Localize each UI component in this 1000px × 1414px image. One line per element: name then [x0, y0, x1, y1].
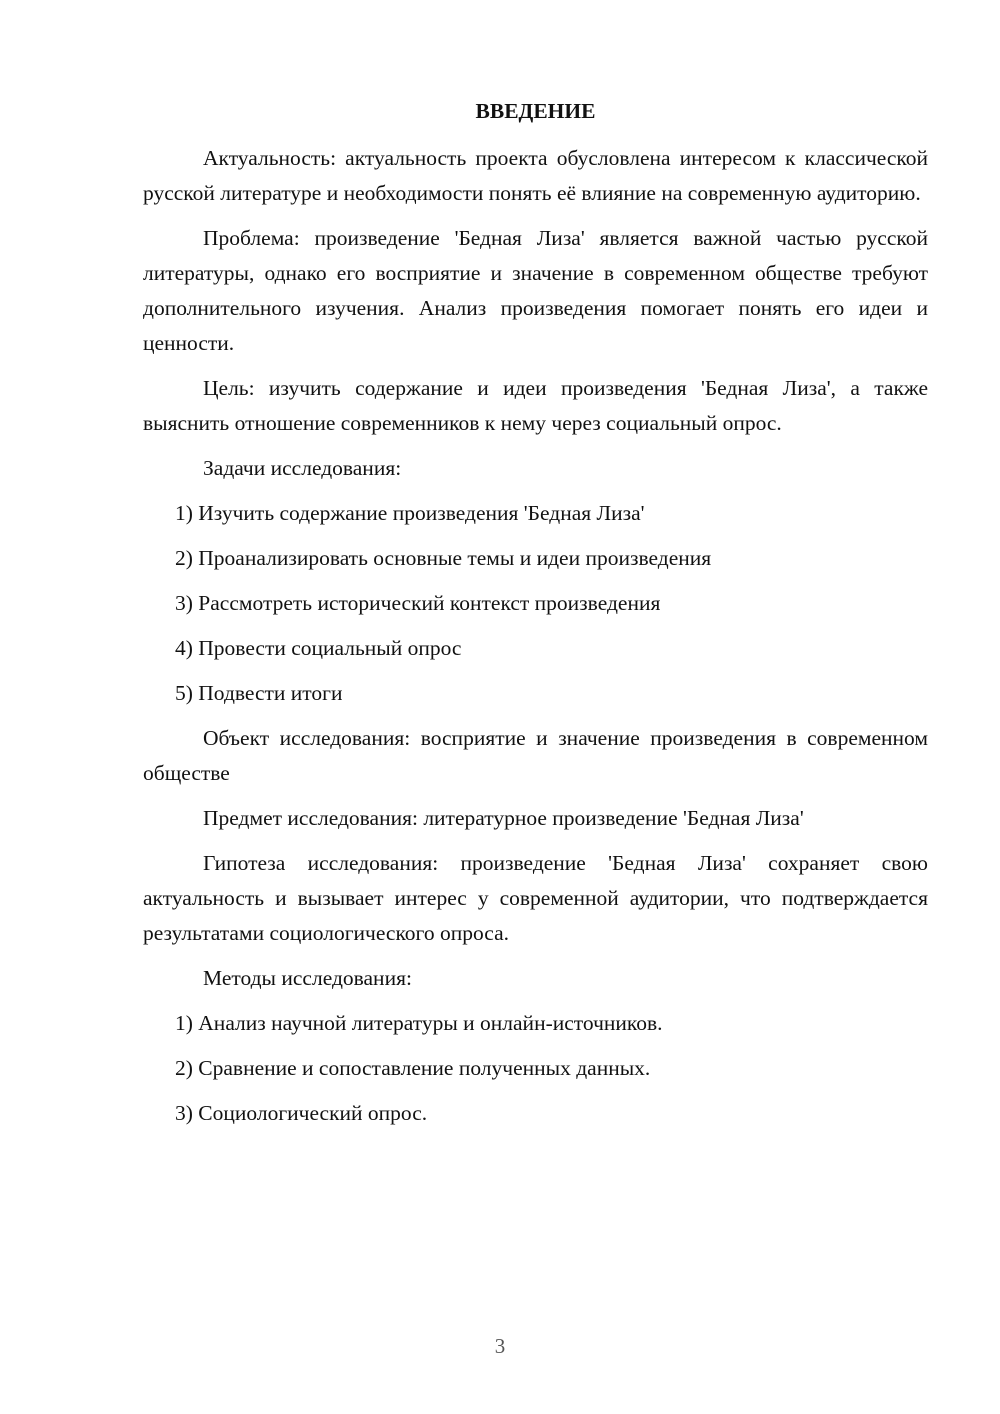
problem-paragraph: Проблема: произведение 'Бедная Лиза' является важной частью русской литературы, однако его восприятие и значение в современном обществе требуют дополнительного изучения. Анализ произведения помогает понять его идеи и ценности. — [143, 226, 928, 355]
method-item: 1) Анализ научной литературы и онлайн-источников. — [175, 1011, 663, 1035]
page-number: 3 — [494, 1334, 506, 1358]
task-item: 4) Провести социальный опрос — [175, 636, 462, 660]
tasks-heading: Задачи исследования: — [203, 456, 402, 480]
relevance-paragraph: Актуальность: актуальность проекта обусловлена интересом к классической русской литературе и необходимости понять её влияние на современную аудиторию. — [143, 146, 928, 205]
method-item: 3) Социологический опрос. — [175, 1101, 428, 1125]
tasks-list — [143, 496, 928, 711]
methods-heading: Методы исследования: — [203, 966, 412, 990]
method-item: 2) Сравнение и сопоставление полученных данных. — [175, 1056, 651, 1080]
task-item: 3) Рассмотреть исторический контекст произведения — [175, 591, 661, 615]
hypothesis-paragraph: Гипотеза исследования: произведение 'Бедная Лиза' сохраняет свою актуальность и вызывает интерес у современной аудитории, что подтверждается результатами социологического опроса. — [143, 851, 928, 945]
goal-paragraph: Цель: изучить содержание и идеи произведения 'Бедная Лиза', а также выяснить отношение современников к нему через социальный опрос. — [143, 376, 928, 435]
task-item: 5) Подвести итоги — [175, 681, 343, 705]
methods-list — [143, 1006, 928, 1131]
task-item: 1) Изучить содержание произведения 'Бедная Лиза' — [175, 501, 645, 525]
document-page — [143, 95, 928, 1141]
subject-paragraph: Предмет исследования: литературное произведение 'Бедная Лиза' — [203, 806, 804, 830]
object-paragraph: Объект исследования: восприятие и значение произведения в современном обществе — [143, 726, 928, 785]
task-item: 2) Проанализировать основные темы и идеи произведения — [175, 546, 712, 570]
section-title: ВВЕДЕНИЕ — [475, 99, 596, 123]
